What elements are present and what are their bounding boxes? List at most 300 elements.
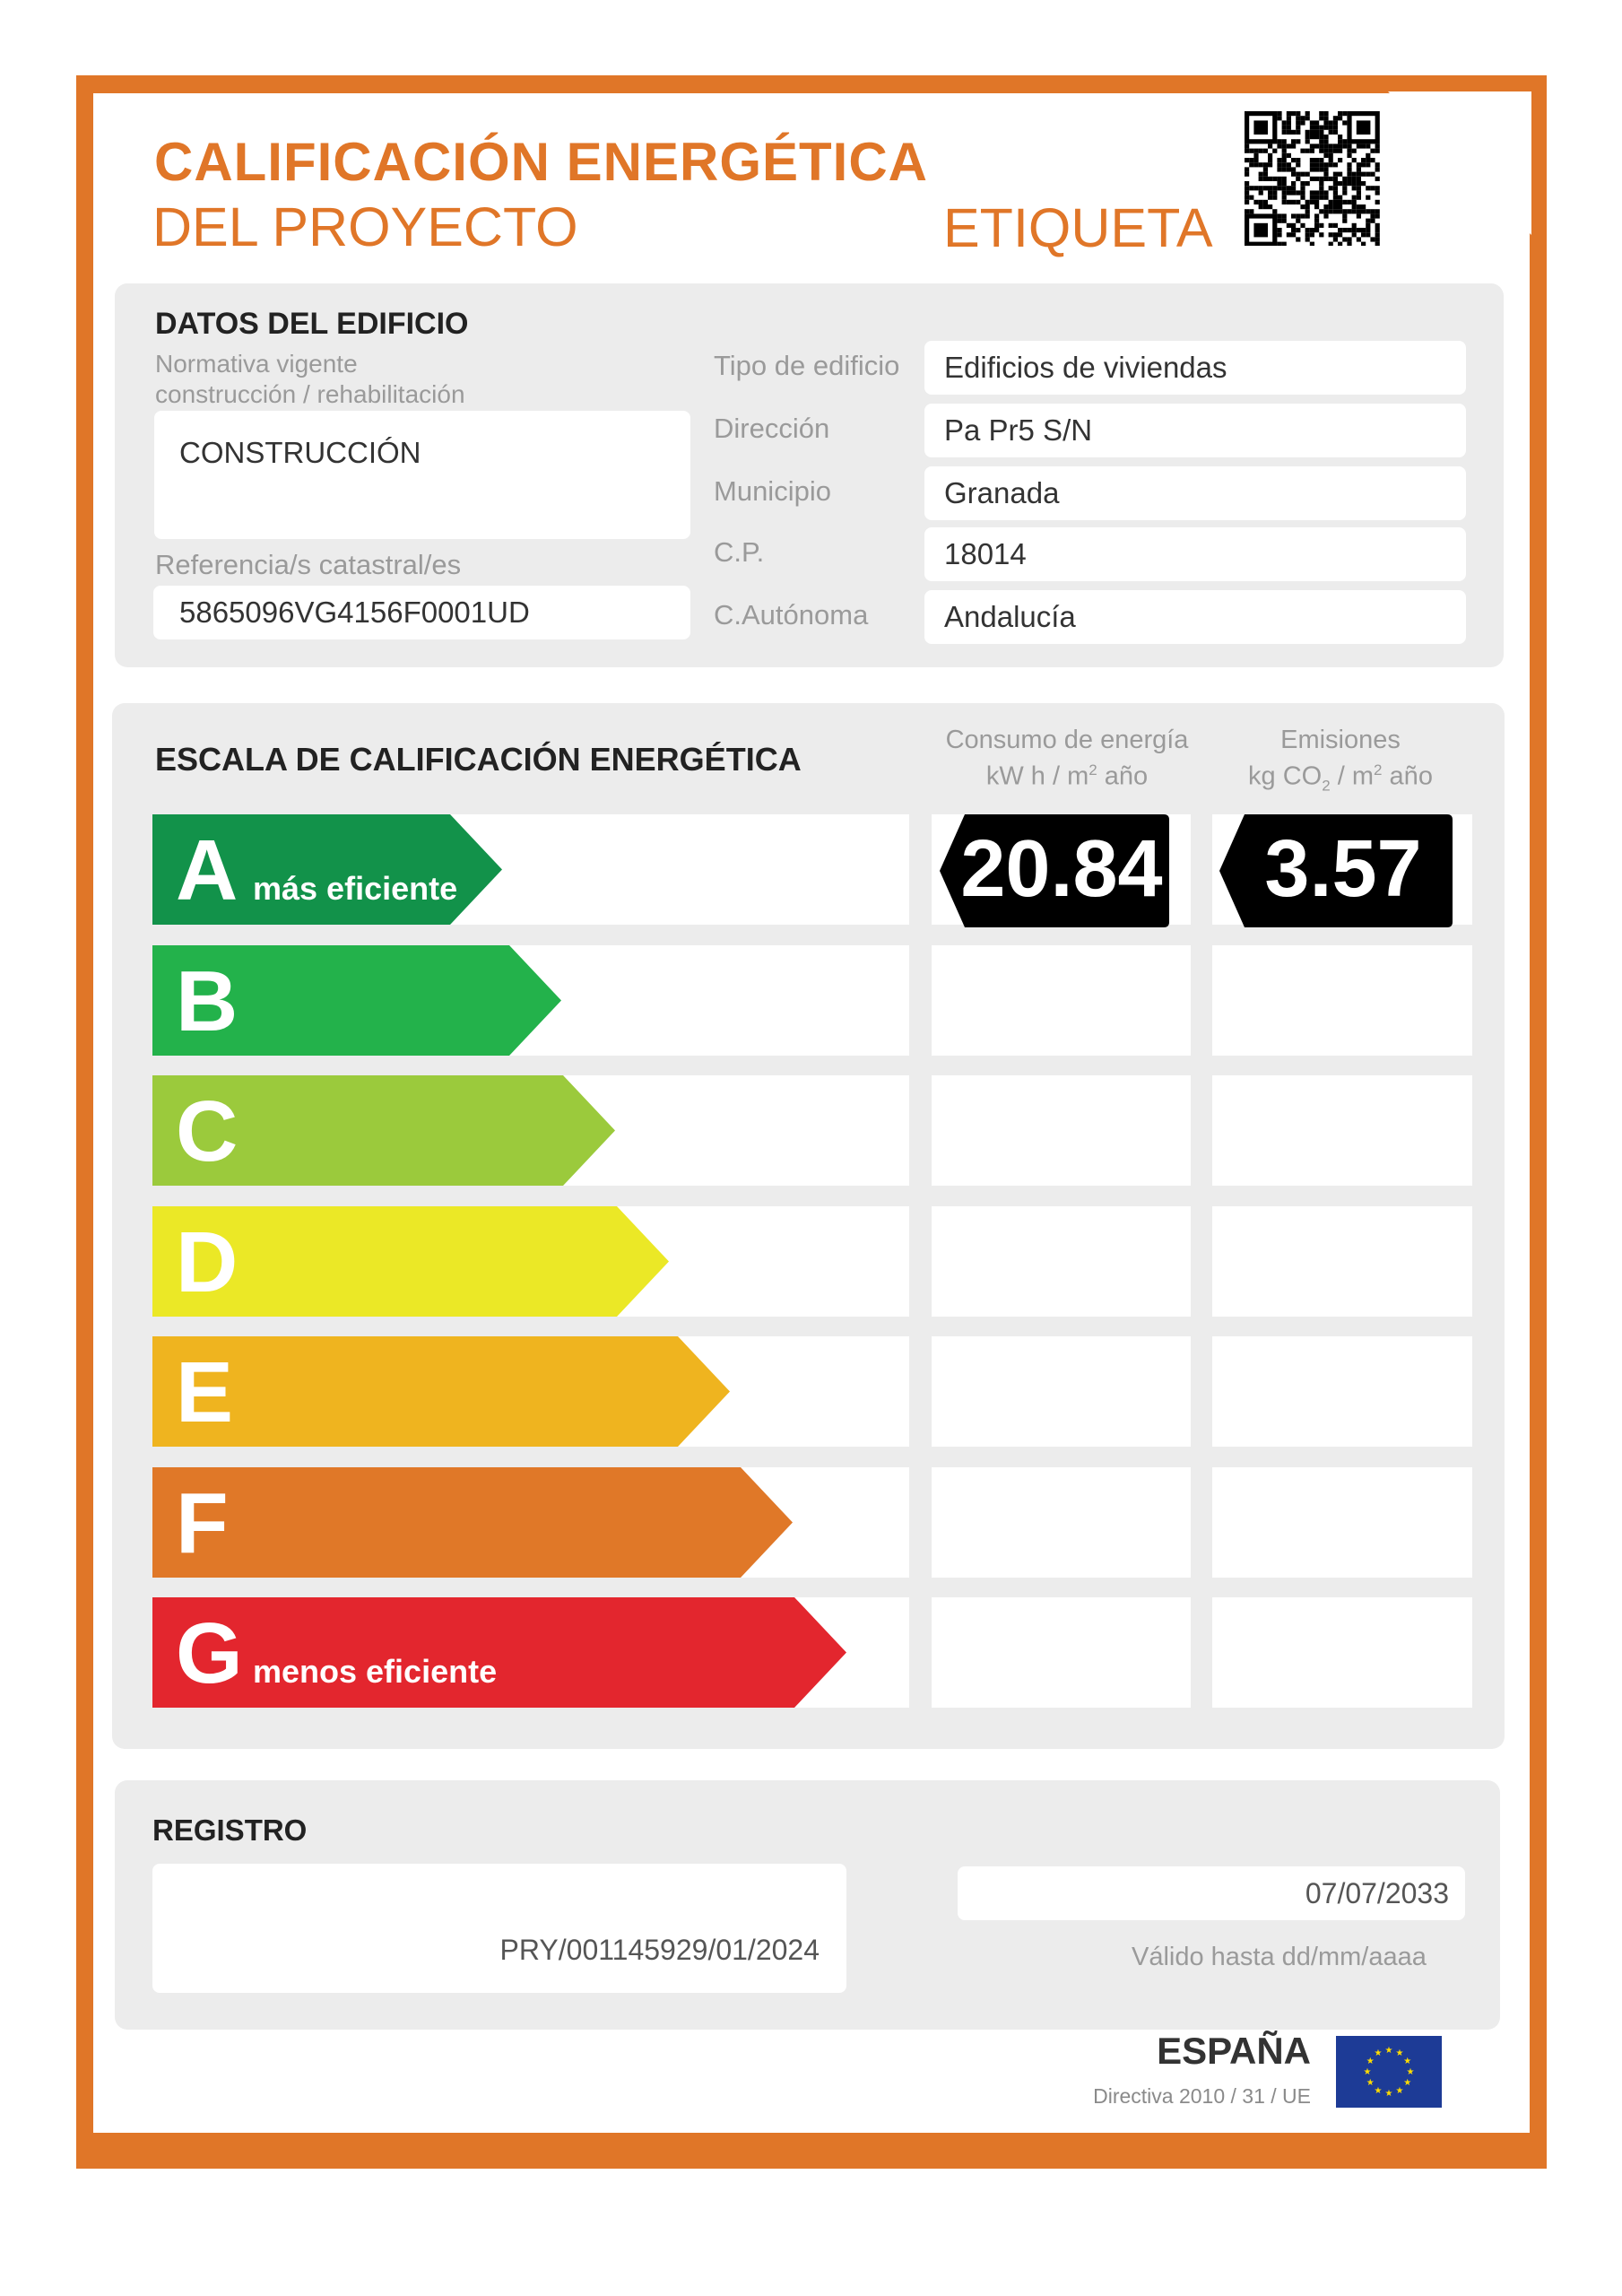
qr-module [1323,213,1328,218]
emissions-cell [1212,1336,1472,1447]
registry-number-field [152,1864,846,1993]
building-field-box [924,590,1466,644]
qr-module [1296,219,1300,223]
qr-module [1277,177,1281,181]
emissions-cell [1212,945,1472,1056]
qr-module [1245,172,1249,177]
qr-module [1347,181,1351,186]
qr-module [1338,172,1342,177]
consumption-header-line-1: Consumo de energía [945,726,1189,754]
eu-flag-star: ★ [1395,2085,1404,2096]
consumption-unit-sup: 2 [1089,761,1097,778]
consumption-unit-base: kW h / m [985,761,1089,791]
eu-flag-star: ★ [1363,2067,1372,2077]
eu-flag-star: ★ [1374,2048,1383,2059]
qr-module [1342,200,1347,204]
qr-module [1347,149,1351,153]
qr-module [1282,149,1287,153]
qr-module [1282,242,1287,246]
qr-module [1352,196,1357,200]
qr-module [1352,223,1357,228]
qr-module [1253,153,1258,158]
qr-module [1277,181,1281,186]
qr-module [1352,181,1357,186]
qr-module [1291,139,1296,144]
qr-module [1310,144,1314,148]
qr-module [1268,204,1272,209]
qr-module [1375,190,1380,195]
qr-module [1333,181,1338,186]
qr-module [1338,135,1342,139]
qr-module [1259,200,1263,204]
eu-flag-star: ★ [1403,2057,1412,2066]
qr-module [1361,181,1366,186]
qr-module [1282,139,1287,144]
building-field-value: Granada [944,476,1060,509]
qr-module [1314,144,1319,148]
qr-code-icon[interactable] [1245,111,1381,246]
class-e-arrow [152,1336,730,1447]
qr-module [1282,190,1287,195]
class-letter: C [176,1083,239,1179]
qr-module [1329,232,1333,237]
emissions-header-line-1: Emisiones [1280,726,1401,754]
qr-module [1296,190,1300,195]
qr-module [1347,177,1351,181]
qr-module [1314,130,1319,135]
qr-module [1287,186,1291,190]
qr-module [1319,139,1323,144]
qr-module [1300,149,1305,153]
qr-module [1329,162,1333,167]
qr-module [1310,120,1314,125]
class-note: menos eficiente [253,1653,498,1690]
qr-module [1291,228,1296,232]
norm-label-line-1: Normativa vigente [155,350,358,378]
qr-module [1296,200,1300,204]
qr-module [1305,149,1310,153]
qr-module [1245,144,1249,148]
emissions-cell [1212,1206,1472,1317]
qr-module [1319,116,1323,120]
qr-module [1366,228,1370,232]
qr-module [1314,223,1319,228]
qr-module [1277,144,1281,148]
qr-module [1291,181,1296,186]
qr-module [1310,126,1314,130]
qr-module [1357,172,1361,177]
qr-module [1338,149,1342,153]
qr-module [1277,242,1281,246]
qr-module [1329,153,1333,158]
qr-module [1352,200,1357,204]
qr-module [1329,177,1333,181]
qr-module [1342,219,1347,223]
qr-module [1323,149,1328,153]
qr-module [1287,162,1291,167]
qr-module [1296,177,1300,181]
qr-module [1282,219,1287,223]
qr-module [1366,162,1370,167]
qr-module [1333,237,1338,241]
qr-module [1282,158,1287,162]
qr-module [1249,196,1253,200]
qr-module [1300,172,1305,177]
qr-module [1342,213,1347,218]
qr-module [1296,162,1300,167]
qr-module [1310,228,1314,232]
qr-module [1296,130,1300,135]
emissions-cell [1212,1075,1472,1186]
qr-module [1333,200,1338,204]
qr-module [1310,130,1314,135]
qr-module [1323,167,1328,171]
qr-module [1319,162,1323,167]
qr-module [1323,111,1328,116]
qr-module [1310,177,1314,181]
qr-module [1338,228,1342,232]
qr-module [1296,120,1300,125]
consumption-unit-tail: año [1097,761,1149,791]
qr-module [1314,228,1319,232]
qr-module [1375,228,1380,232]
qr-module [1352,186,1357,190]
registry-number: PRY/001145929/01/2024 [499,1934,820,1966]
emissions-cell [1212,1467,1472,1578]
qr-module [1319,209,1323,213]
qr-module [1329,204,1333,209]
building-field-label: Dirección [714,413,830,444]
class-f-arrow [152,1467,793,1578]
consumption-header-line-2 [924,755,1210,792]
qr-module [1323,120,1328,125]
qr-module [1291,172,1296,177]
qr-module [1282,196,1287,200]
qr-module [1259,177,1263,181]
qr-module [1352,232,1357,237]
qr-module [1268,153,1272,158]
qr-module [1291,232,1296,237]
qr-finder-center [1357,120,1371,135]
qr-module [1352,172,1357,177]
consumption-cell [932,1206,1191,1317]
qr-module [1352,209,1357,213]
qr-module [1300,223,1305,228]
qr-module [1333,120,1338,125]
emissions-unit-sub: 2 [1322,777,1331,795]
qr-module [1287,126,1291,130]
qr-module [1375,223,1380,228]
qr-module [1287,111,1291,116]
qr-module [1342,237,1347,241]
qr-module [1272,190,1277,195]
qr-module [1338,209,1342,213]
qr-module [1361,158,1366,162]
qr-module [1296,213,1300,218]
eu-flag-star: ★ [1395,2048,1404,2059]
qr-module [1375,237,1380,241]
qr-module [1352,204,1357,209]
qr-module [1296,237,1300,241]
qr-module [1319,186,1323,190]
qr-module [1310,190,1314,195]
qr-module [1333,149,1338,153]
qr-module [1314,213,1319,218]
qr-module [1323,162,1328,167]
qr-module [1338,139,1342,144]
qr-module [1287,116,1291,120]
qr-module [1333,209,1338,213]
norm-label [155,349,465,410]
qr-module [1253,149,1258,153]
eu-flag-star: ★ [1406,2067,1415,2077]
qr-module [1249,186,1253,190]
qr-module [1333,162,1338,167]
qr-module [1268,190,1272,195]
qr-module [1272,209,1277,213]
qr-module [1287,200,1291,204]
qr-module [1333,116,1338,120]
consumption-cell [932,1467,1191,1578]
qr-module [1319,149,1323,153]
qr-module [1282,144,1287,148]
qr-module [1338,204,1342,209]
qr-module [1314,158,1319,162]
qr-module [1375,242,1380,246]
qr-module [1277,111,1281,116]
qr-module [1357,167,1361,171]
qr-module [1296,139,1300,144]
qr-module [1259,162,1263,167]
qr-module [1291,190,1296,195]
qr-module [1342,181,1347,186]
qr-module [1305,172,1310,177]
qr-module [1357,209,1361,213]
consumption-cell [932,1597,1191,1708]
qr-module [1310,149,1314,153]
qr-module [1277,228,1281,232]
qr-module [1277,162,1281,167]
qr-module [1291,144,1296,148]
qr-module [1323,204,1328,209]
emissions-header-line-2 [1206,755,1475,801]
qr-module [1282,181,1287,186]
qr-module [1287,153,1291,158]
qr-module [1342,139,1347,144]
qr-module [1333,223,1338,228]
qr-module [1342,144,1347,148]
emissions-unit-base: kg CO [1248,761,1323,791]
qr-module [1268,186,1272,190]
qr-module [1323,135,1328,139]
qr-module [1314,204,1319,209]
qr-module [1366,196,1370,200]
qr-module [1259,172,1263,177]
qr-module [1370,172,1375,177]
qr-module [1329,144,1333,148]
qr-module [1300,190,1305,195]
qr-module [1357,177,1361,181]
qr-module [1375,167,1380,171]
qr-module [1329,186,1333,190]
qr-module [1291,167,1296,171]
qr-module [1291,130,1296,135]
qr-module [1375,144,1380,148]
qr-module [1347,153,1351,158]
qr-module [1287,167,1291,171]
qr-module [1263,186,1268,190]
qr-module [1314,177,1319,181]
qr-module [1263,177,1268,181]
qr-module [1347,172,1351,177]
qr-module [1366,209,1370,213]
qr-module [1323,144,1328,148]
qr-module [1277,219,1281,223]
qr-module [1296,228,1300,232]
qr-module [1361,209,1366,213]
qr-module [1375,200,1380,204]
building-field-label: C.P. [714,536,765,568]
qr-module [1305,204,1310,209]
qr-module [1342,228,1347,232]
qr-finder-center [1253,120,1268,135]
qr-module [1329,149,1333,153]
country-label: ESPAÑA [1157,2030,1311,2072]
qr-module [1305,130,1310,135]
label-word: ETIQUETA [943,197,1213,258]
norm-label-line-2: construcción / rehabilitación [155,380,465,408]
class-letter: G [176,1605,243,1701]
qr-module [1333,190,1338,195]
qr-module [1300,181,1305,186]
qr-module [1366,223,1370,228]
qr-module [1314,219,1319,223]
qr-module [1300,120,1305,125]
qr-module [1272,196,1277,200]
qr-module [1245,190,1249,195]
qr-module [1245,149,1249,153]
qr-module [1375,209,1380,213]
qr-module [1263,200,1268,204]
qr-module [1323,209,1328,213]
qr-module [1366,144,1370,148]
qr-module [1342,177,1347,181]
qr-module [1291,186,1296,190]
qr-module [1333,196,1338,200]
qr-module [1357,213,1361,218]
qr-module [1272,149,1277,153]
qr-module [1314,200,1319,204]
qr-module [1253,162,1258,167]
qr-module [1342,120,1347,125]
qr-module [1357,186,1361,190]
qr-module [1366,172,1370,177]
qr-module [1347,209,1351,213]
building-field-box [924,404,1466,457]
qr-module [1263,167,1268,171]
registry-heading: REGISTRO [152,1813,308,1847]
qr-module [1352,228,1357,232]
qr-module [1357,196,1361,200]
qr-module [1249,162,1253,167]
qr-module [1319,177,1323,181]
emissions-cell [1212,1597,1472,1708]
qr-module [1310,242,1314,246]
qr-module [1366,232,1370,237]
qr-module [1333,204,1338,209]
qr-module [1357,181,1361,186]
qr-module [1253,158,1258,162]
qr-module [1347,237,1351,241]
directive-label: Directiva 2010 / 31 / UE [1093,2084,1311,2108]
qr-module [1245,167,1249,171]
qr-module [1323,126,1328,130]
qr-module [1323,190,1328,195]
qr-module [1357,144,1361,148]
qr-module [1319,158,1323,162]
qr-module [1357,204,1361,209]
qr-module [1282,177,1287,181]
consumption-cell [932,1075,1191,1186]
qr-module [1333,126,1338,130]
qr-module [1282,200,1287,204]
qr-module [1361,162,1366,167]
qr-module [1249,209,1253,213]
title-line-2: DEL PROYECTO [152,196,578,257]
qr-module [1296,111,1300,116]
qr-module [1282,130,1287,135]
qr-module [1245,181,1249,186]
qr-module [1245,209,1249,213]
cadastral-value: 5865096VG4156F0001UD [179,596,530,629]
qr-module [1310,200,1314,204]
qr-module [1305,111,1310,116]
qr-module [1338,158,1342,162]
qr-module [1287,232,1291,237]
qr-module [1347,162,1351,167]
building-field-label: Municipio [714,475,831,507]
qr-module [1370,158,1375,162]
qr-module [1287,223,1291,228]
qr-module [1333,144,1338,148]
qr-module [1370,213,1375,218]
qr-module [1310,162,1314,167]
qr-module [1300,196,1305,200]
qr-module [1366,153,1370,158]
qr-module [1249,158,1253,162]
qr-module [1277,158,1281,162]
qr-module [1314,126,1319,130]
building-field-value: Andalucía [944,600,1076,633]
qr-module [1259,204,1263,209]
qr-module [1338,111,1342,116]
qr-module [1296,126,1300,130]
qr-module [1245,196,1249,200]
qr-module [1338,116,1342,120]
qr-module [1277,167,1281,171]
emissions-unit-mid: / m [1330,761,1375,791]
qr-module [1319,126,1323,130]
qr-module [1291,223,1296,228]
qr-module [1366,186,1370,190]
qr-module [1319,232,1323,237]
qr-module [1314,162,1319,167]
class-arrow-shape [152,1467,793,1578]
qr-module [1268,177,1272,181]
qr-module [1296,172,1300,177]
qr-module [1342,209,1347,213]
building-heading: DATOS DEL EDIFICIO [155,307,469,341]
